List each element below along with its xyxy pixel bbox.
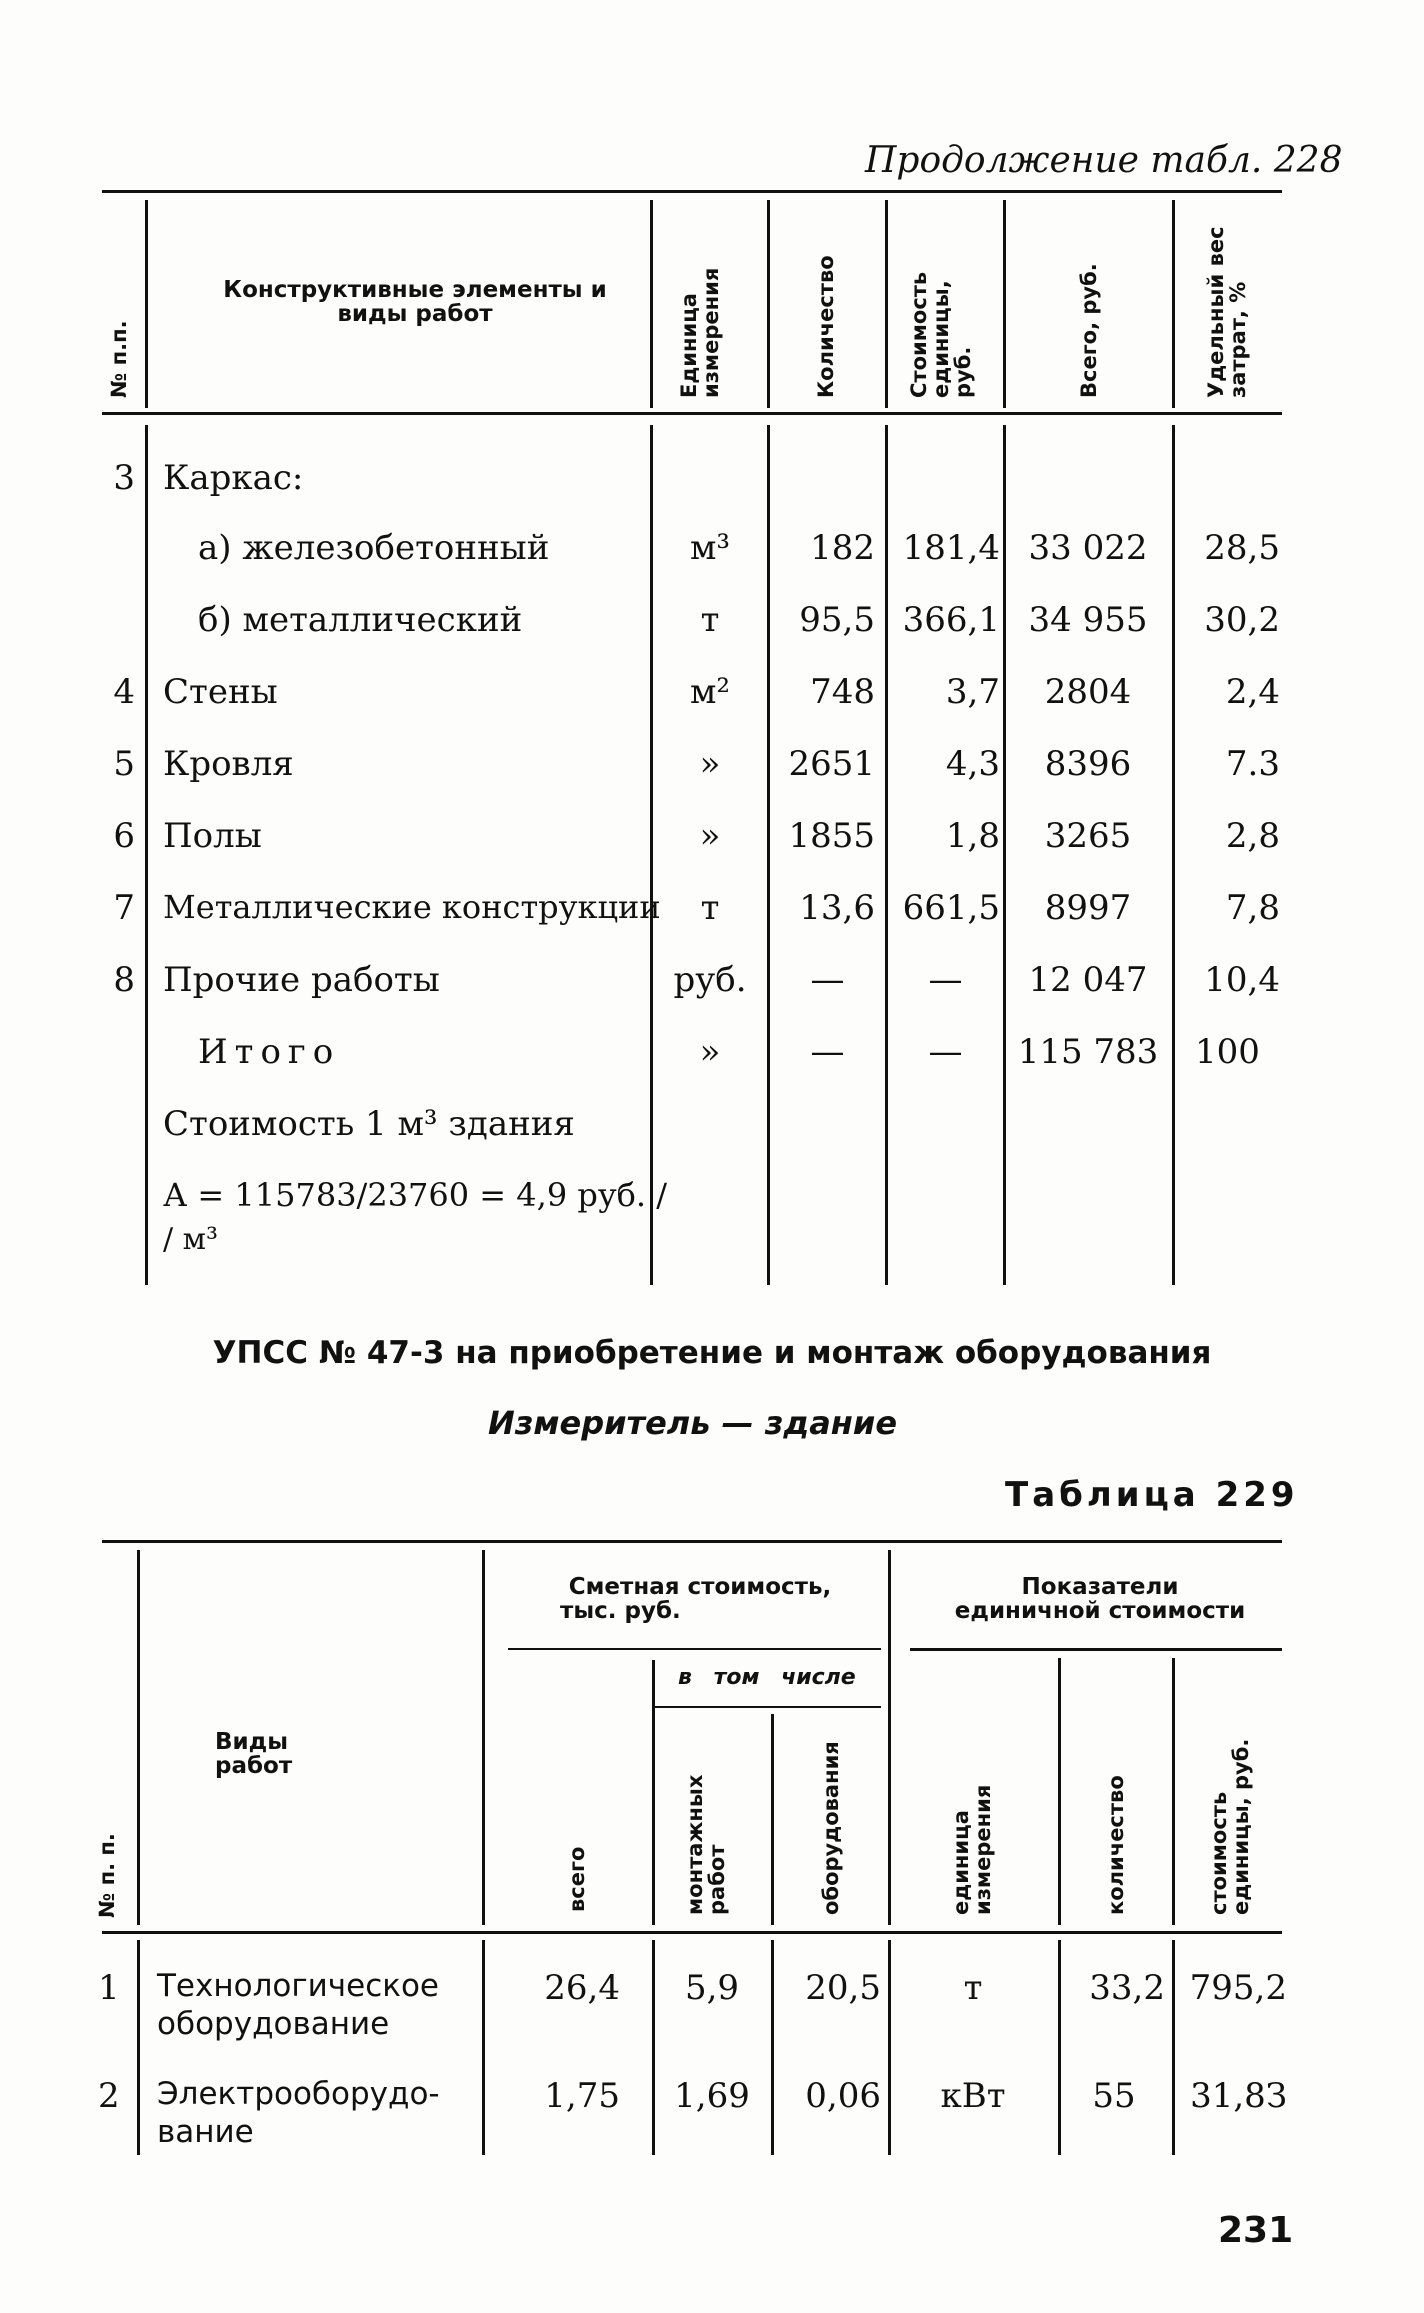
page-number: 231 [1218, 2210, 1294, 2251]
cost-note-line1: Стоимость 1 м³ здания [163, 1104, 575, 1144]
header-install: монтажных работ [683, 1774, 730, 1915]
row-name: Электрооборудо- [157, 2076, 440, 2112]
header-total: всего [565, 1846, 589, 1912]
header-indicators: Показатели единичной стоимости [954, 1574, 1246, 1625]
row-equip: 20,5 [805, 1968, 881, 2008]
row-share: 7.3 [1225, 744, 1280, 784]
row-num: 4 [113, 672, 135, 712]
row-unit: т [700, 600, 720, 640]
row-name: Металлические конструкции [163, 888, 661, 926]
row-total: 1,75 [544, 2076, 620, 2116]
row-num: 1 [98, 1968, 120, 2008]
row-unit-cost: 366,1 [902, 600, 1000, 640]
row-unit: кВт [940, 2076, 1006, 2116]
header-unit-cost: Стоимость единицы, руб. [907, 271, 976, 398]
row-num: 5 [113, 744, 135, 784]
row-qty: 2651 [788, 744, 875, 784]
header-qty: Количество [814, 255, 838, 398]
row-total: 8997 [1044, 888, 1132, 928]
row-total: 8396 [1044, 744, 1132, 784]
row-name: Кровля [163, 744, 294, 784]
row-name: вание [157, 2114, 254, 2150]
row-qty: 95,5 [799, 600, 875, 640]
header-incl: в том числе [678, 1665, 856, 1690]
row-install: 1,69 [674, 2076, 750, 2116]
row-total: 33 022 [1028, 528, 1148, 568]
header-total: Всего, руб. [1077, 263, 1101, 398]
row-total: 12 047 [1028, 960, 1148, 1000]
row-unit: м² [689, 672, 731, 712]
header-qty: количество [1104, 1775, 1128, 1915]
row-unit-cost: 4,3 [945, 744, 1000, 784]
header-elements: Конструктивные элементы и виды работ [223, 277, 607, 328]
header-unit: Единица измерения [677, 267, 724, 398]
row-name: Каркас: [163, 458, 304, 498]
row-unit-cost: — [928, 1032, 963, 1072]
row-total: 115 783 [1017, 1032, 1159, 1072]
row-unit: т [700, 888, 720, 928]
row-unit-cost: 795,2 [1189, 1968, 1287, 2008]
header-share: Удельный вес затрат, % [1204, 226, 1251, 398]
row-unit: м³ [689, 528, 731, 568]
row-total: 3265 [1044, 816, 1132, 856]
row-name: оборудование [157, 2006, 390, 2042]
row-unit: » [699, 816, 721, 856]
row-total: 2804 [1044, 672, 1132, 712]
row-qty: — [810, 1032, 845, 1072]
header-num: № п.п. [107, 320, 131, 398]
row-equip: 0,06 [805, 2076, 881, 2116]
row-share: 100 [1195, 1032, 1260, 1072]
row-name: а) железобетонный [198, 528, 550, 568]
row-total: 34 955 [1028, 600, 1148, 640]
row-unit-cost: 181,4 [902, 528, 1000, 568]
row-unit: » [699, 1032, 721, 1072]
row-qty: 33,2 [1089, 1968, 1165, 2008]
row-share: 2,4 [1225, 672, 1280, 712]
header-cost-group: Сметная стоимость, тыс. руб. [560, 1574, 832, 1625]
row-unit-cost: 31,8З [1190, 2076, 1287, 2116]
row-share: 2,8 [1225, 816, 1280, 856]
row-qty: 13,6 [799, 888, 875, 928]
row-share: 7,8 [1225, 888, 1280, 928]
header-num: № п. п. [95, 1833, 119, 1918]
row-unit-cost: 1,8 [945, 816, 1000, 856]
row-num: 2 [98, 2076, 120, 2116]
row-unit-cost: 661,5 [902, 888, 1000, 928]
row-name: Прочие работы [163, 960, 440, 1000]
row-qty: 182 [810, 528, 875, 568]
row-unit: » [699, 744, 721, 784]
row-name: Итого [198, 1032, 341, 1072]
row-share: 28,5 [1204, 528, 1280, 568]
row-qty: 55 [1092, 2076, 1136, 2116]
row-unit: руб. [673, 960, 747, 1000]
header-equip: оборудования [819, 1741, 843, 1915]
row-name: Стены [163, 672, 278, 712]
row-share: 10,4 [1204, 960, 1280, 1000]
row-qty: 1855 [788, 816, 875, 856]
row-total: 26,4 [544, 1968, 620, 2008]
header-works: Виды работ [215, 1729, 293, 1780]
header-unit-cost: стоимость единицы, руб. [1207, 1738, 1254, 1915]
row-share: 30,2 [1204, 600, 1280, 640]
cost-note-line2: А = 115783/23760 = 4,9 руб. / [163, 1176, 668, 1214]
row-num: 6 [113, 816, 135, 856]
row-unit: т [963, 1968, 983, 2008]
row-num: 3 [113, 458, 135, 498]
section-subtitle: Измеритель — здание [487, 1404, 898, 1442]
row-num: 8 [113, 960, 135, 1000]
row-num: 7 [113, 888, 135, 928]
table-caption: Таблица 229 [1005, 1475, 1299, 1515]
header-unit: единица измерения [949, 1784, 996, 1915]
row-unit-cost: 3,7 [945, 672, 1000, 712]
row-install: 5,9 [684, 1968, 740, 2008]
section-title: УПСС № 47-3 на приобретение и монтаж оборудования [212, 1335, 1212, 1371]
row-qty: — [810, 960, 845, 1000]
row-unit-cost: — [928, 960, 963, 1000]
row-name: Полы [163, 816, 262, 856]
cost-note-line3: / м³ [163, 1222, 219, 1257]
row-name: Технологическое [157, 1968, 439, 2004]
row-qty: 748 [810, 672, 875, 712]
row-name: б) металлический [198, 600, 523, 640]
table-caption: Продолжение табл. 228 [865, 140, 1343, 181]
